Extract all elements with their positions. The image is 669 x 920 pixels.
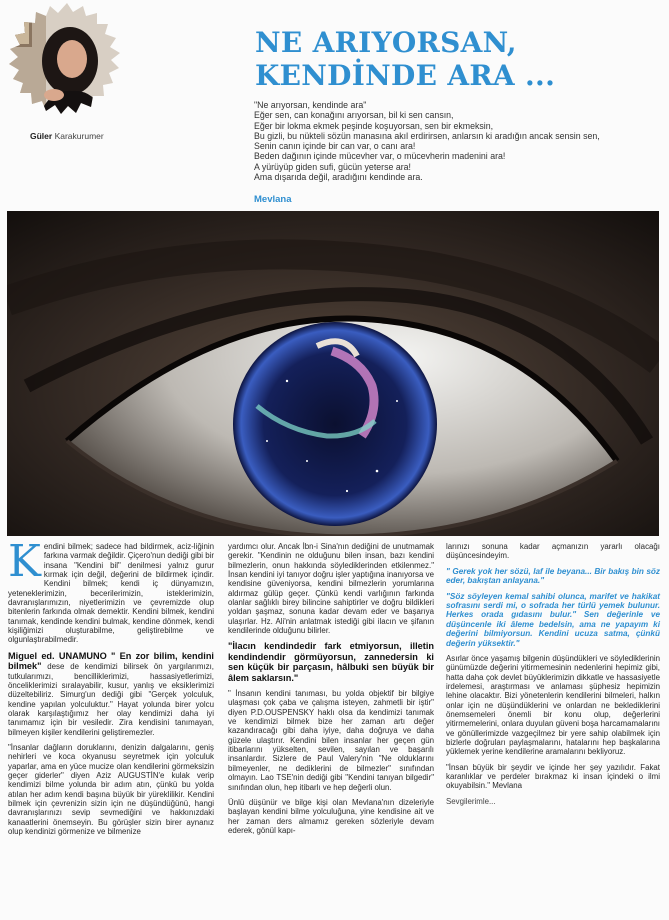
paragraph: endini bilmek; sadece had bildirmek, aciz-liğinin farkına varmak değildir. Çiçero'nun dediği gibi bir insana "Kendini bil" denilmesi yalnız gurur kırmak için değil, değerini de bildirmek içindir. Kendini bilmek; kendi iç dünyamızın, yeteneklerimizin, becerilerimizin, isteklerimizin, davranışlarımızın, niyetlerimizin ve çevremizde olup bitenlerin farkında olmak demektir. Kendini bilmek, kendini tanımak, kendinde kendini bulmak, kendine dönmek, kendi kişiliğimizi oluşturabilme, geliştirebilme ve olgunlaştırabilmedir.	[8, 542, 214, 645]
highlight-quote: Miguel ed. UNAMUNO " En zor bilim, kendini bilmek"	[8, 650, 214, 672]
sign-off: Sevgilerimle...	[446, 796, 496, 806]
paragraph: dese de kendimizi bilirsek ön yargılarımızı, tutkularımızı, bencilliklerimizi, hassasiyetlerimizi, önceliklerimizi sıralayabilir, kusur, yanlış ve eksiklerimizi düzeltebiliriz. Simurg'un dediği gibi "Gerçek yolculuk, kendine yapılan yolculuktur." Hayat yolunda birer yolcu olarak karşılaştığımız her olay kendimizi daha iyi tanımamız için bir vesiledir. Zira kendisini tanımayan, bilmeyen kişiler kendilerini geliştiremezler.	[8, 662, 214, 737]
paragraph: "İnsan büyük bir şeydir ve içinde her şey yazılıdır. Fakat karanlıklar ve perdeler bırakmaz ki insan içindeki o ilmi okuyabilsin." Mevlana	[446, 762, 660, 791]
blue-quote: "Söz söyleyen kemal sahibi olunca, marifet ve hakikat sofrasını serdi mi, o sofrada her türlü yemek bulunur. Herkes orada gıdasını bulur." Sen değerinle ve düşüncenle iki âleme bedelsin, ama ne yapayım ki değerini bilmiyorsun. Kendini ucuza satma, çünkü değerin yüksektir."	[446, 591, 660, 648]
article-title	[255, 26, 665, 92]
paragraph: Ünlü düşünür ve bilge kişi olan Mevlana'nın dizeleriyle başlayan kendini bilme yolculuğuna, yine kendisine ait ve her zaman ders almamız gereken sözleriyle devam ederek, gönül kapı-	[228, 797, 434, 835]
title-line-2: KENDİNDE ARA ...	[255, 59, 556, 92]
poem-line: Eğer bir lokma ekmek peşinde koşuyorsan, sen bir ekmeksin,	[254, 120, 494, 131]
drop-cap: K	[8, 536, 41, 587]
poem-line: Beden dağının içinde mücevher var, o mücevherin madenini ara!	[254, 151, 506, 162]
paragraph: "İnsanlar dağların doruklarını, denizin dalgalarını, geniş nehirleri ve koca okyanusu seyretmek için yolculuk yaparlar, ama en yüce mucize olan kendilerini görmeksizin geçer giderler" diyen Aziz AUGUSTİN'e kulak verip kendimizi bilme yolunda bir adım atın, çünkü bu yolda atılan her adım kendi başına büyük bir yüreklilikir. Kendini bilmek için çevrenizin sizin için ne düşündüğünü, hangi davranışlarınızı sevip sevmediğini ve hakkınızdaki kanaatlerini önemseyin. Bu görüşler sizin birer aynanız olup kendinizi görmenize ve bilmenize	[8, 743, 214, 837]
poem-block	[254, 100, 664, 182]
paragraph: yardımcı olur. Ancak İbn-i Sina'nın dediğini de unutmamak gerekir. "Kendinin ne olduğunu bilen insan, bazı kendini bilmezlerin, onun hakkında söylediklerinden etkilenmez." İnsan kendini iyi tanıyor doğru işler yaptığına inanıyorsa ve kendisine güveniyorsa, kendini bilmezlerin yorumlarına aldırmaz gülüp geçer. Çünkü kendi varlığının farkında olanlar sağlıklı birey bilincine sahiptirler ve doğru bildikleri yoldan şaşmaz, sonuna kadar devam eder ve başarıya ulaşırlar. Hz. Ali'nin anlatmak istediği gibi ilacın ve şifanın kendilerinde olduğunu bilirler.	[228, 542, 434, 636]
author-last-name: Karakurumer	[54, 131, 104, 141]
poem-author: Mevlana	[254, 194, 292, 205]
blue-quote: " Gerek yok her sözü, laf ile beyana... Bir bakış bin söz eder, bakıştan anlayana."	[446, 566, 660, 586]
poem-line: "Ne arıyorsan, kendinde ara"	[254, 100, 367, 110]
author-first-name: Güler	[30, 131, 53, 141]
eye-galaxy-image	[7, 211, 659, 536]
paragraph: larınızı sonuna kadar açmanızın yararlı olacağı düşüncesindeyim.	[446, 542, 660, 561]
poem-line: Eğer sen, can konağını arıyorsan, bil ki sen cansın,	[254, 110, 454, 121]
author-photo-badge	[6, 3, 128, 125]
title-line-1: NE ARIYORSAN,	[255, 26, 517, 59]
author-byline	[30, 131, 104, 141]
poem-line: Bu gizli, bu nükteli sözün manasına akıl erdirirsen, anlarsın ki aradığın ancak sensin sen,	[254, 130, 600, 141]
highlight-quote: "İlacın kendindedir fark etmiyorsun, illetin kendindendir görmüyorsun, zannedersin ki sen küçük bir parçasın, hâlbuki sen büyük bir âlem saklarsın."	[228, 641, 434, 683]
article-column-3	[446, 542, 660, 812]
poem-line: Senin canın içinde bir can var, o canı ara!	[254, 141, 416, 152]
article-column-1	[8, 536, 214, 842]
poem-line: A yürüyüp giden sufi, gücün yeterse ara!	[254, 161, 411, 172]
paragraph: " İnsanın kendini tanıması, bu yolda objektif bir bilgiye ulaşması çok çaba ve çalışma isteyen, zahmetli bir iştir" diyen P.D.OUSPENSKY haklı olsa da kendimizi tanımak ve kendimizi bilmek bize her zaman artı değer kazandıracağı gibi daha iyiye, daha doğruya ve daha güzele ulaştırır. Kendini bilen insanlar her geçen gün itibarlarını yükselten, sevilen, sayılan ve başarılı insanlardır. Sizlere de Paul Valery'nin "Ne olduklarını bilmeyenler, ne dediklerini de bilmezler" sınıfından olmayın. Lao TSE'nin dediği gibi "Kendini tanıyan bilgedir" sınıfından olun, hep itibarlı ve hep değerli olun.	[228, 689, 434, 792]
paragraph: Asırlar önce yaşamış bilgenin düşündükleri ve söylediklerinin günümüzde değerini yitirmemesinin nedenlerini hepimiz gibi, hatta daha çok devlet büyüklerimizin dikkatle ve hassasiyetle irdelemesi, araştırması ve anlaması şüphesiz hepimizin lehine olacaktır. Bizi yönetenlerin kendilerini bilmeleri, halkın onlar için ne düşündüklerini ve onlardan ne beklediklerini önemsemeleri önemli bir konu olup, değerlerini yitirmemelerini, onlara duyulan güveni boşa harcamamalarını ve gönüllerimizde vazgeçilmez bir yere sahip olabilmek için bizlerle doğruları paylaşmalarını, hatalarını hep başkalarına yüklemek yerine kendilerine aramalarını bekliyoruz.	[446, 653, 660, 757]
poem-line: Ama dışarıda değil, aradığını kendinde ara.	[254, 172, 423, 183]
author-photo	[6, 3, 128, 125]
article-column-2	[228, 542, 434, 841]
